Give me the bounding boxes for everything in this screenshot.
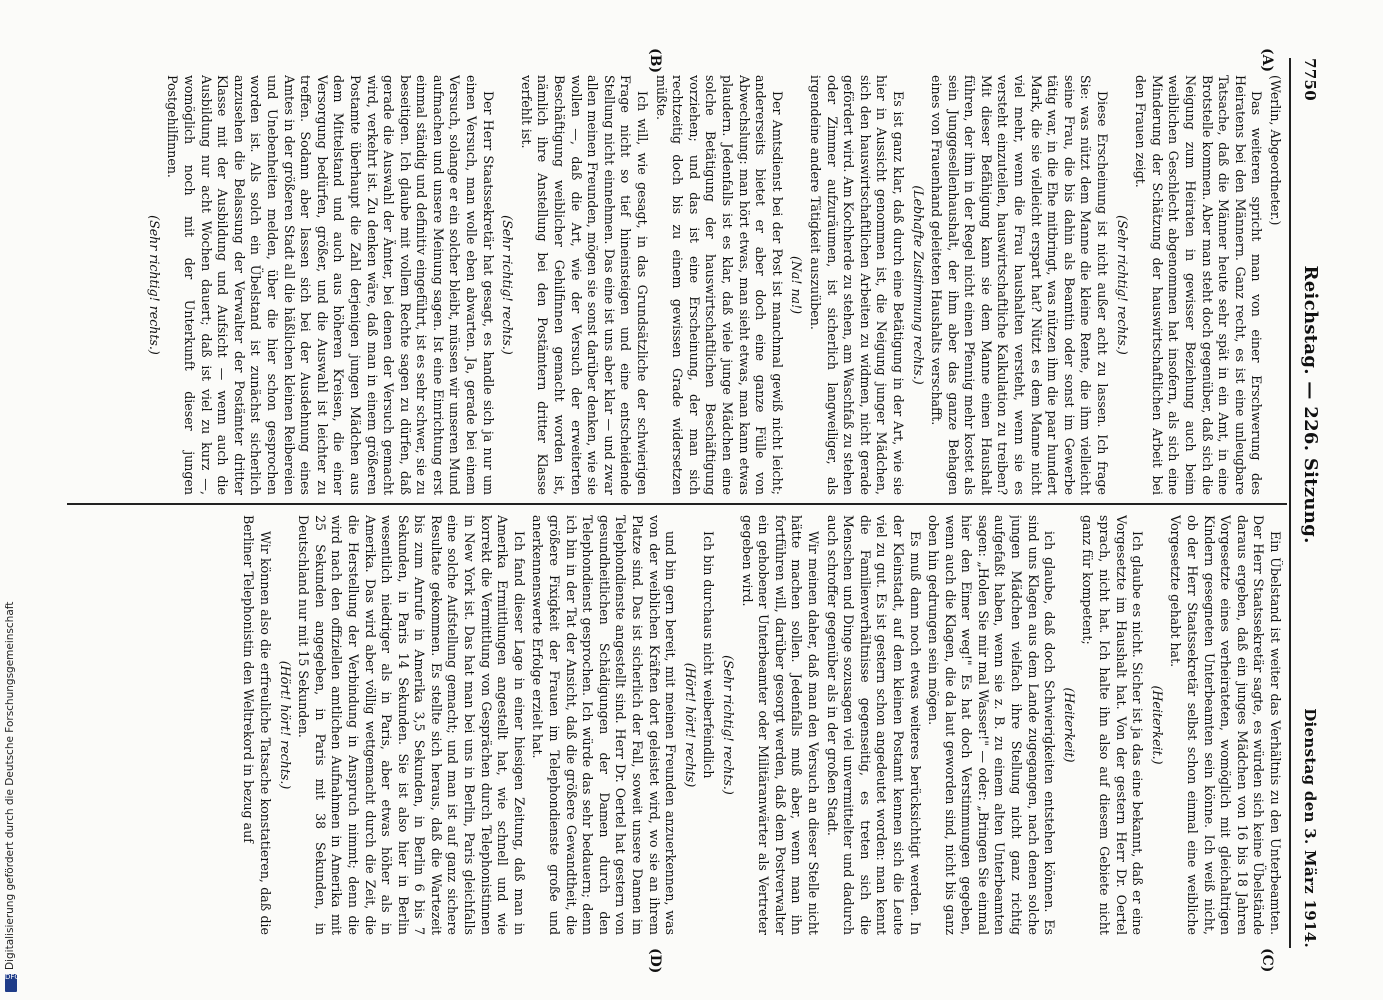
interjection-remark: (Sehr richtig! rechts.) — [500, 215, 516, 355]
interjection-remark: (Sehr richtig! rechts.) — [721, 655, 736, 795]
interjection-remark: (Lebhafte Zustimmung rechts.) — [910, 185, 926, 385]
interjection-remark: (Sehr richtig! rechts.) — [1114, 215, 1130, 355]
page-title: Reichstag. — 226. Sitzung. — [1300, 265, 1321, 544]
interjection-remark: (Hört! hört! rechts) — [682, 662, 698, 788]
header-rule — [1290, 58, 1292, 948]
paragraph: Wir können also die erfreuliche Tatsache konstatieren, daß die Berliner Telephonistin den Weltrekord in bezug auf — [241, 515, 273, 935]
digitization-credit: Digitalisierung gefördert durch die Deutsche Forschungsgemeinschaft — [4, 601, 16, 970]
paragraph: Wir meinen daher, daß man den Versuch an dieser Stelle nicht hätte machen sollen. Jedenfalls muß aber, wenn man ihn fortführen will, darüber gesorgt werden, daß dem Postverwalter ein gehobener Unterbeamter oder Militäranwärter als Vertreter gegeben wird. — [739, 515, 821, 935]
dfg-logo — [5, 973, 20, 992]
paragraph: Ein Übelstand ist weiter das Verhältnis zu den Unterbeamten. Der Herr Staatssekretär sagte, es würden sich keine Übelstände daraus ergeben, daß ein junges Mädchen von 16 bis 18 Jahren Vorgesetzte eines verheirateten, womöglich mit gleichaltrigen Kindern gesegneten Unterbeamten sein könne. Ich weiß nicht, ob der Herr Staatssekretär selbst schon einmal eine weibliche Vorgesetzte gehabt hat. — [1168, 515, 1283, 935]
interjection-remark: (Sehr richtig! rechts.) — [146, 215, 162, 355]
margin-mark-c: (C) — [1259, 948, 1275, 973]
paragraph: Es muß dann noch etwas weiteres berücksichtigt werden. In der Kleinstadt, auf dem kleinen Postamt kennen sich die Leute viel zu gut. Es ist gestern schon angedeutet worden: man kennt die Familienverhältnisse gegenseitig, es treten sich die Menschen und Dinge sozusagen viel unvermittelter und dadurch auch schroffer gegenüber als in der großen Stadt. — [824, 515, 923, 935]
paragraph: Ich glaube es nicht. Sicher ist ja das eine bekannt, daß er eine Vorgesetzte im Haushalt hat. Von der gestern Herr Dr. Oertel sprach, nicht hat. Ich halte ihn also auf diesem Gebiete nicht ganz für kompetent; — [1080, 515, 1146, 935]
dfg-logo-text: DFG — [5, 973, 20, 981]
paragraph: Diese Erscheinung ist nicht außer acht zu lassen. Ich frage Sie: was nützt dem Manne die kleine Rente, die ihm vielleicht seine Frau, die bis dahin als Beamtin oder sonst im Gewerbe tätig war, in die Ehe mitbringt, was nützen ihm die paar hundert Mark, die sie vielleicht erspart hat? Nützt es dem Manne nicht viel mehr, wenn die Frau haushalten versteht, wenn sie es versteht einzuteilen, hauswirtschaftliche Kalkulation zu treiben? Mit dieser Befähigung kann sie dem Manne einen Haushalt führen, der ihm in der Regel nicht einen Pfennig mehr kostet als sein Junggesellenhaushalt, der ihm aber das ganze Behagen eines von Frauenhand geleiteten Haushalts verschafft. — [929, 75, 1111, 495]
margin-mark-d: (D) — [647, 948, 663, 974]
session-date: Dienstag den 3. März 1914. — [1301, 708, 1319, 948]
margin-mark-a: (A) — [1259, 48, 1275, 73]
text-column-right — [83, 515, 1283, 935]
paragraph: Ich fand dieser Lage in einer hiesigen Zeitung, daß man in Amerika Ermittlungen angestellt hat, wie schnell und wie korrekt die Vermittlung von Gesprächen durch Telephonistinnen in New York ist. Das hat man bei uns in Berlin, Paris gleichfalls eine solche Aufstellung gemacht; und man ist auf ganz sichere Resultate gekommen. Es stellte sich heraus, daß die Wartezeit bis zum Anrufe in Amerika 3,5 Sekunden, in Berlin 6 bis 7 Sekunden, in Paris 14 Sekunden. Sie ist also hier in Berlin wesentlich niedriger als in Paris, aber etwas höher als in Amerika. Das wird aber völlig wettgemacht durch die Zeit, die die Herstellung der Verbindung in Anspruch nimmt; denn die wird nach den offiziellen amtlichen Aufnahmen in Amerika mit 25 Sekunden angegeben, in Paris mit 38 Sekunden, in Deutschland nur mit 15 Sekunden. — [296, 515, 527, 935]
digitization-footer — [2, 6, 18, 996]
paragraph: Ich will, wie gesagt, in das Grundsätzliche der schwierigen Frage nicht so tief hineinsteigen und eine entscheidende Stellung nicht einnehmen. Das eine ist uns aber klar — und zwar allen meinen Freunden, mögen sie sonst darüber denken, wie sie wollen —, daß die Art, wie der Versuch der erweiterten Beschäftigung weiblicher Gehilfinnen gemacht worden ist, nämlich ihre Anstellung bei den Postämtern dritter Klasse verfehlt ist. — [518, 75, 651, 495]
interjection-remark: (Heiterkeit.) — [1149, 685, 1165, 765]
column-rule — [67, 503, 1287, 505]
interjection-remark: (Na! na!) — [789, 255, 805, 315]
paragraph: Der Amtsdienst bei der Post ist manchmal gewiß nicht leicht; andererseits bietet er aber doch eine ganze Fülle von Abwechslung: man hört etwas, man sieht etwas, man kann etwas plaudern. Jedenfalls ist es klar, daß viele junge Mädchen eine solche Betätigung der hauswirtschaftlichen Beschäftigung vorziehen; und das ist eine Erscheinung, der man sich rechtzeitig doch bis zu einem gewissen Grade widersetzen müßte. — [653, 75, 785, 495]
paragraph: Es ist ganz klar, daß durch eine Betätigung in der Art, wie sie hier in Aussicht genommen ist, die Neigung junger Mädchen, sich den hauswirtschaftlichen Arbeiten zu widmen, nicht gerade gefördert wird. Am Kochherde zu stehen, am Waschfaß zu stehen oder Zimmer aufzuräumen, ist sicherlich langweiliger, als irgendeine andere Tätigkeit auszuüben. — [807, 75, 906, 495]
interjection-remark: (Heiterkeit) — [1061, 687, 1077, 763]
page-number: 7750 — [1301, 58, 1319, 101]
text-column-left — [83, 75, 1283, 495]
interjection-remark: (Hört! hört! rechts.) — [277, 660, 293, 790]
paragraph: ich glaube, daß doch Schwierigkeiten entstehen können. Es sind uns Klagen aus dem Lande zugegangen, nach denen solche jungen Mädchen vielfach ihre Stellung nicht ganz richtig aufgefaßt haben, wenn sie z. B. zu einem alten Unterbeamten sagen: „Holen Sie mir mal Wasser!" — oder: „Bringen Sie einmal hier den Eimer weg!" Es hat doch Verstimmungen gegeben, wenn auch die Klagen, die da laut geworden sind, nicht bis ganz oben hin gedrungen sein mögen. — [926, 515, 1058, 935]
page-header — [1291, 58, 1321, 948]
paragraph: Ich bin durchaus nicht weiberfeindlich — [701, 531, 717, 779]
speaker-label: (Werlin, Abgeordneter.) — [1268, 75, 1283, 226]
margin-mark-b: (B) — [647, 48, 663, 74]
paragraph: Der Herr Staatssekretär hat gesagt, es handle sich ja nur um einen Versuch, man wolle eben abwarten. Ja, gerade bei einem Versuch, solange er ein solcher bleibt, müssen wir unseren Mund aufmachen und unsere Meinung sagen. Ist eine Einrichtung erst einmal ständig und definitiv eingeführt, ist es sehr schwer, sie zu beseitigen. Ich glaube mit vollem Rechte sagen zu dürfen, daß gerade die Auswahl der Ämter, bei denen der Versuch gemacht wird, verkehrt ist. Zu denken wäre, daß man in einem größeren Postamte überhaupt die Zahl derjenigen jungen Mädchen aus dem Mittelstand und auch aus höheren Kreisen, die einer Versorgung bedürfen, größer, und die Auswahl ist leichter zu treffen. Sodann aber lassen sich bei der Ausdehnung eines Amtes in der größeren Stadt all die häßlichen kleinen Reibereien und Unebenheiten melden, über die hier schon gesprochen worden ist. Als solch ein Übelstand ist zunächst sicherlich anzusehen die Belassung der Verwalter der Postämter dritter Klasse mit der Ausbildung und Aufsicht — wenn auch die Ausbildung nur acht Wochen dauert; daß ist viel zu kurz —, womöglich noch mit der Unterkunft dieser jungen Postgehilfinnen. — [165, 75, 496, 495]
paragraph: und bin gern bereit, mit meinen Freunden anzuerkennen, was von der weiblichen Kräften dort geleistet wird, wo sie an ihrem Platze sind. Das ist sicherlich der Fall, soweit unsere Damen im Telephondienste angestellt sind. Herr Dr. Oertel hat gestern von gesundheitlichen Schädigungen der Damen durch den Telephondienst gesprochen. Ich würde das sehr bedauern; denn ich bin in der Tat der Ansicht, daß die größere Gewandtheit, die größere Fixigkeit der Frauen im Telephondienste große und anerkennenswerte Erfolge erzielt hat. — [530, 515, 679, 935]
paragraph: Das weiteren spricht man von einer Erschwerung des Heiratens bei den Männern. Ganz recht, es ist eine unleugbare Tatsache, daß die Männer heute sehr spät in ein Amt, in eine Brotstelle kommen. Aber man steht doch gegenüber, daß sich die Neigung zum Heiraten in gewisser Beziehung auch beim weiblichen Geschlecht abgenommen hat insofern, als sich eine Minderung der Schätzung der hauswirtschaftlichen Arbeit bei den Frauen zeigt. — [1133, 75, 1265, 495]
